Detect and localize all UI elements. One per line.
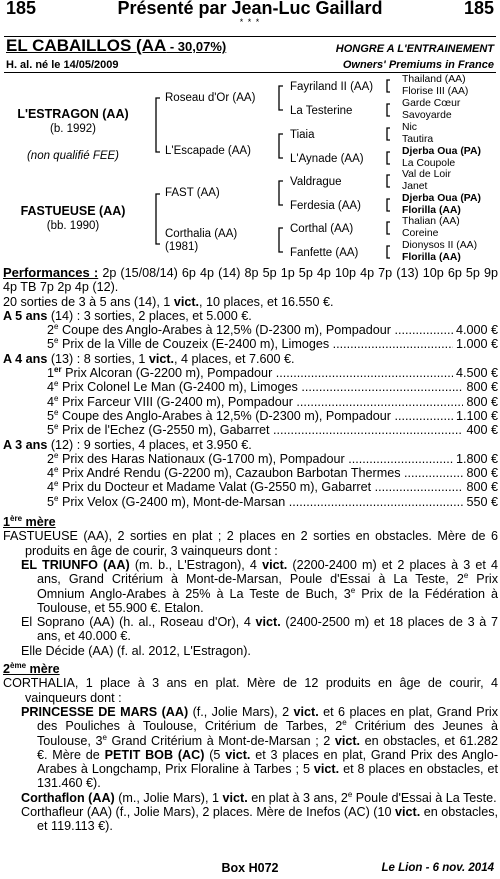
g4-item: Djerba Oua (PA) bbox=[402, 193, 481, 204]
g4-item: Florilla (AA) bbox=[402, 252, 461, 263]
second-dam-produce: Corthafleur (AA) (f., Jolie Mars), 2 places. Mère de Inefos (AC) (10 vict. en obstacles, et 119.113 €). bbox=[21, 804, 498, 834]
g4-item: Garde Cœur bbox=[402, 98, 461, 109]
performances bbox=[3, 266, 498, 295]
race-amount: 800 € bbox=[466, 380, 498, 395]
second-dam-produce: PRINCESSE DE MARS (AA) (f., Jolie Mars), 2 vict. et 6 places en plat, Grand Prix des Pouliches à Toulouse, Critérium de Tarbes, 2e Critérium des Jeunes à Toulouse, 3e Grand Critérium à Mont-de-Marsan ; 2 vict. en obstacles, et 61.282 €. Mère de PETIT BOB (AC) (5 vict. et 3 places en plat, Grand Prix des Anglo-Arabes à Longchamp, Prix Floraline à Tarbes ; 5 vict. et 8 places en obstacles, et 131.460 €). bbox=[21, 704, 499, 791]
g3-item: La Testerine bbox=[290, 105, 353, 117]
performances-label: Performances : bbox=[3, 265, 99, 280]
dam-name: FASTUEUSE (AA) bbox=[20, 204, 126, 218]
horse-name: EL CABAILLOS (AA - 30,07%) bbox=[6, 36, 227, 55]
race-row: 4e Prix Colonel Le Man (G-2400 m), Limoges ..... 800 € bbox=[47, 380, 498, 394]
g3-item: Ferdesia (AA) bbox=[290, 200, 361, 212]
second-dam-produce: Corthaflon (AA) (m., Jolie Mars), 1 vict. en plat à 3 ans, 2e Poule d'Essai à La Teste. bbox=[21, 789, 497, 805]
age-3-summary: A 3 ans (12) : 9 sorties, 4 places, et 3.950 €. bbox=[3, 437, 252, 452]
g4-item: Thalian (AA) bbox=[402, 216, 460, 227]
sire-detail: (b. 1992) bbox=[49, 123, 97, 135]
g2-item: Roseau d'Or (AA) bbox=[165, 92, 256, 104]
race-amount: 800 € bbox=[466, 394, 498, 409]
race-row: 1er Prix Alcoran (G-2200 m), Pompadour ..... 4.500 € bbox=[47, 366, 498, 380]
page-number-right: 185 bbox=[463, 0, 494, 18]
g4-item: Djerba Oua (PA) bbox=[402, 146, 481, 157]
g4-item: Tautira bbox=[402, 134, 434, 145]
race-row: 5e Prix de l'Echez (G-2550 m), Gabarret ..... 400 € bbox=[47, 423, 498, 437]
race-row: 5e Prix Velox (G-2400 m), Mont-de-Marsan ..... 550 € bbox=[47, 495, 498, 509]
race-row: 4e Prix André Rendu (G-2200 m), Cazaubon Barbotan Thermes ..... 800 € bbox=[47, 466, 498, 480]
first-dam-produce: EL TRIUNFO (AA) (m. b., L'Estragon), 4 vict. (2200-2400 m) et 2 places à 3 et 4 ans, Grand Critérium à Mont-de-Marsan, Poule d'Essai à La Teste, 2e Prix Omnium Anglo-Arabes à 25% à La Teste de Buch, 3e Prix de la Fédération à Toulouse, et 55.900 €. Etalon. bbox=[21, 557, 498, 615]
race-amount: 1.000 € bbox=[455, 337, 498, 352]
g4-item: Val de Loir bbox=[402, 169, 451, 180]
race-row: 2e Prix des Haras Nationaux (G-1700 m), Pompadour ..... 1.800 € bbox=[47, 452, 498, 466]
g3-item: Valdrague bbox=[290, 176, 342, 188]
race-row: 4e Prix du Docteur et Madame Valat (G-2550 m), Gabarret ..... 800 € bbox=[47, 480, 498, 494]
race-row: 5e Prix de la Ville de Couzeix (E-2400 m), Limoges ..... 1.000 € bbox=[47, 337, 498, 351]
page-footer bbox=[0, 861, 500, 879]
g3-item: Tiaia bbox=[290, 129, 315, 141]
race-amount: 550 € bbox=[466, 494, 498, 509]
race-amount: 1.800 € bbox=[455, 451, 498, 466]
g3-item: L'Aynade (AA) bbox=[290, 153, 364, 165]
page-number-left: 185 bbox=[6, 0, 37, 18]
g4-item: Janet bbox=[402, 181, 428, 192]
first-dam-produce: El Soprano (AA) (h. al., Roseau d'Or), 4 vict. (2400-2500 m) et 18 places de 3 à 7 ans, et 40.000 €. bbox=[21, 615, 498, 644]
page-title: Présenté par Jean-Luc Gaillard bbox=[117, 0, 383, 18]
g3-item: Corthal (AA) bbox=[290, 223, 354, 235]
race-amount: 4.500 € bbox=[455, 366, 498, 381]
race-amount: 4.000 € bbox=[455, 323, 498, 338]
age-5-summary: A 5 ans (14) : 3 sorties, 2 places, et 5.000 €. bbox=[3, 308, 252, 323]
race-row: 5e Coupe des Anglo-Arabes à 12,5% (D-2300 m), Pompadour ..... 1.100 € bbox=[47, 409, 498, 423]
performances-line: 2p (15/08/14) 6p 4p (14) 8p 5p 1p 5p 4p 10p 4p 7p (13) 10p 6p 5p 9p 4p TB 7p 2p 4p (12). bbox=[3, 266, 498, 295]
g4-item: Florise III (AA) bbox=[402, 86, 469, 97]
pedigree-table bbox=[0, 72, 500, 268]
age-5-races bbox=[3, 323, 498, 352]
g2-item: Corthalia (AA) bbox=[165, 228, 238, 240]
g2-note: (1981) bbox=[165, 241, 199, 253]
title-stars: * * * bbox=[239, 17, 261, 27]
g4-item: Florilla (AA) bbox=[402, 205, 461, 216]
owners-premiums: Owners' Premiums in France bbox=[342, 59, 494, 71]
race-amount: 800 € bbox=[466, 480, 498, 495]
sire-note: (non qualifié FEE) bbox=[26, 150, 120, 162]
sale-place-date: Le Lion - 6 nov. 2014 bbox=[381, 862, 494, 874]
g4-item: Coreine bbox=[402, 228, 439, 239]
dam-detail: (bb. 1990) bbox=[46, 220, 100, 232]
first-dam-produce: Elle Décide (AA) (f. al. 2012, L'Estragon). bbox=[21, 643, 251, 658]
performances-summary: 20 sorties de 3 à 5 ans (14), 1 vict., 10 places, et 16.550 €. bbox=[3, 294, 334, 309]
race-amount: 1.100 € bbox=[455, 408, 498, 423]
record-body bbox=[3, 266, 498, 834]
g4-item: Dionysos II (AA) bbox=[402, 240, 478, 251]
g4-item: La Coupole bbox=[402, 158, 456, 169]
age-4-races bbox=[3, 366, 498, 437]
age-4-summary: A 4 ans (13) : 8 sorties, 1 vict., 4 places, et 7.600 €. bbox=[3, 351, 295, 366]
page-header bbox=[0, 0, 500, 26]
horse-percentage: - 30,07%) bbox=[166, 39, 227, 54]
horse-birth: H. al. né le 14/05/2009 bbox=[6, 59, 119, 71]
g2-item: L'Escapade (AA) bbox=[165, 145, 251, 157]
race-row: 4e Prix Farceur VIII (G-2400 m), Pompadour ..... 800 € bbox=[47, 395, 498, 409]
second-dam-heading: 2ème mère bbox=[3, 660, 60, 677]
first-dam-intro: FASTUEUSE (AA), 2 sorties en plat ; 2 places en 2 sorties en obstacles. Mère de 6 produits en âge de courir, 3 vainqueurs dont : bbox=[3, 529, 498, 558]
box-number: Box H072 bbox=[221, 861, 279, 875]
sire-name: L'ESTRAGON (AA) bbox=[17, 107, 129, 121]
second-dam-intro: CORTHALIA, 1 place à 3 ans en plat. Mère de 12 produits en âge de courir, 4 vainqueurs dont : bbox=[3, 676, 498, 705]
g3-item: Fayriland II (AA) bbox=[290, 81, 374, 93]
first-dam-heading: 1ère mère bbox=[3, 513, 56, 530]
g4-item: Thailand (AA) bbox=[402, 74, 466, 85]
horse-status: HONGRE A L'ENTRAINEMENT bbox=[335, 43, 494, 55]
g2-item: FAST (AA) bbox=[165, 187, 220, 199]
g4-item: Nic bbox=[402, 122, 418, 133]
g4-item: Savoyarde bbox=[402, 110, 452, 121]
race-row: 2e Coupe des Anglo-Arabes à 12,5% (D-2300 m), Pompadour ..... 4.000 € bbox=[47, 323, 498, 337]
age-3-races bbox=[3, 452, 498, 509]
race-amount: 400 € bbox=[466, 423, 498, 438]
g3-item: Fanfette (AA) bbox=[290, 247, 359, 259]
race-amount: 800 € bbox=[466, 466, 498, 481]
